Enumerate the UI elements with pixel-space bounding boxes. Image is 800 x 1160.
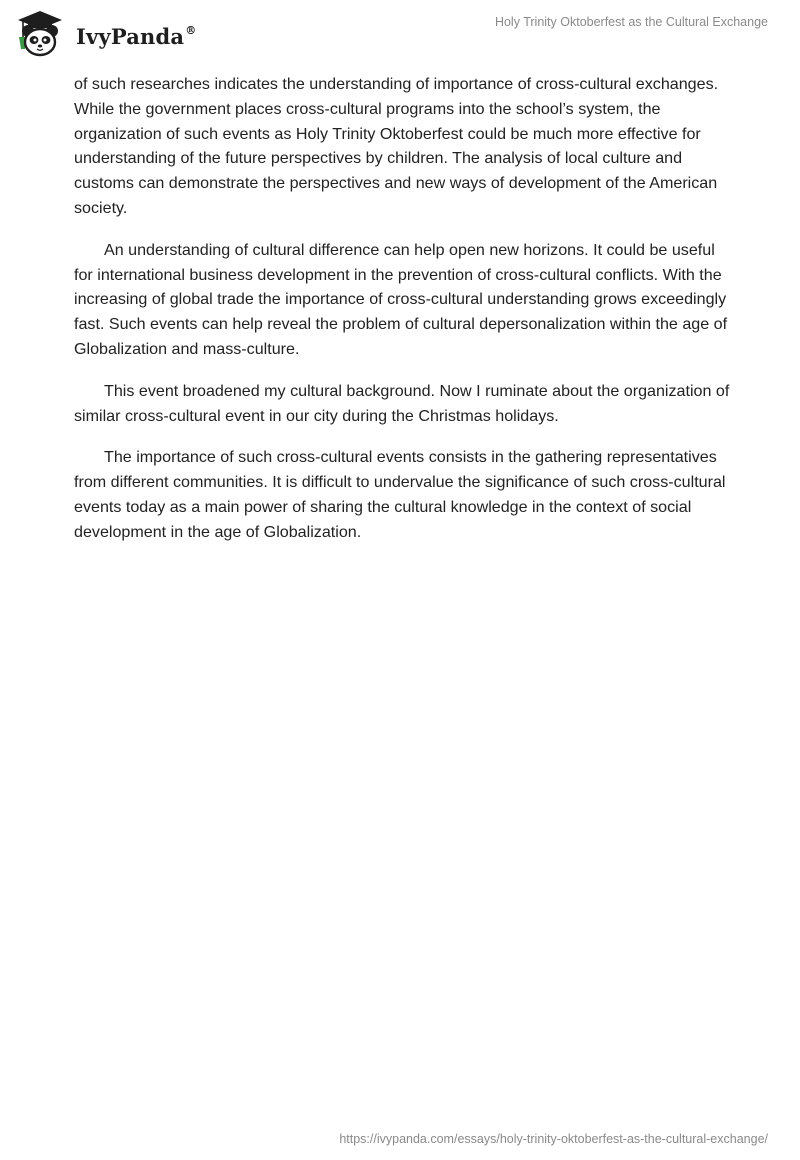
document-title: Holy Trinity Oktoberfest as the Cultural Exchange <box>494 15 768 29</box>
paragraph-3: This event broadened my cultural background. Now I ruminate about the organization of similar cross-cultural event in our city during the Christmas holidays. <box>74 381 730 425</box>
registered-mark: ® <box>185 23 197 37</box>
essay-body <box>74 72 734 562</box>
brand-name <box>76 24 196 49</box>
paragraph-2: An understanding of cultural difference can help open new horizons. It could be useful for international business development in the prevention of cross-cultural conflicts. With the increasing of global trade the importance of cross-cultural understanding grows exceedingly fast. Such events can help reveal the problem of cultural depersonalization within the age of Globalization and mass-culture. <box>74 240 728 358</box>
ivypanda-logo[interactable] <box>14 6 196 60</box>
brand-name-text: IvyPanda <box>76 23 185 49</box>
paragraph-1: of such researches indicates the understanding of importance of cross-cultural exchanges. While the government places cross-cultural programs into the school’s system, the organization of such events as Holy Trinity Oktoberfest could be much more effective for understanding of the future perspectives by children. The analysis of local culture and customs can demonstrate the perspectives and new ways of development of the American society. <box>74 75 719 217</box>
source-url[interactable]: https://ivypanda.com/essays/holy-trinity-oktoberfest-as-the-cultural-exchange/ <box>339 1132 768 1146</box>
paragraph-4: The importance of such cross-cultural events consists in the gathering representatives from different communities. It is difficult to undervalue the significance of such cross-cultural events today as a main power of sharing the cultural knowledge in the context of social development in the age of Globalization. <box>74 448 726 541</box>
panda-graduate-icon <box>14 7 66 59</box>
